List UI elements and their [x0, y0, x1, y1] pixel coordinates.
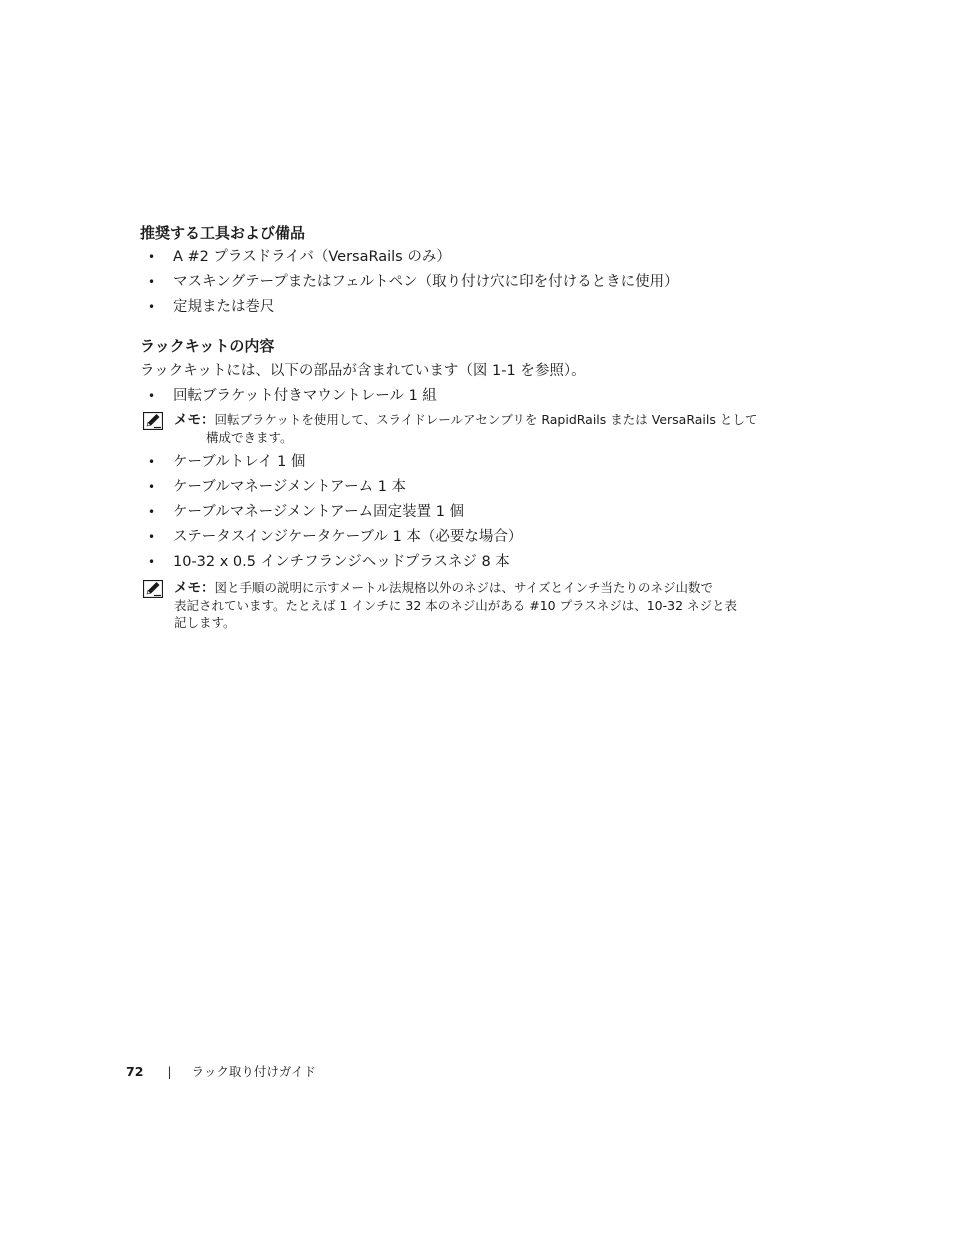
pencil-note-icon: [143, 580, 163, 598]
note-text: [174, 411, 757, 446]
bullet-icon: •: [148, 300, 156, 314]
note-line: 構成できます。: [206, 430, 293, 445]
bullet-icon: •: [148, 480, 156, 494]
page-footer: [126, 1063, 316, 1081]
bullet-icon: •: [148, 455, 156, 469]
kit-intro-paragraph: ラックキットには、以下の部品が含まれています（図 1-1 を参照）。: [140, 363, 586, 379]
list-item-text: 定規または巻尺: [173, 299, 275, 315]
footer-title: ラック取り付けガイド: [191, 1064, 316, 1079]
note-label: メモ：: [174, 580, 215, 596]
bullet-icon: •: [148, 530, 156, 544]
note-line: 記します。: [174, 615, 236, 630]
note-line-text: 回転ブラケットを使用して、スライドレールアセンブリを RapidRails または VersaRails として: [214, 412, 758, 427]
bullet-icon: •: [148, 505, 156, 519]
page-number: 72: [126, 1064, 144, 1079]
footer-separator: |: [167, 1064, 172, 1079]
bullet-icon: •: [148, 389, 156, 403]
pencil-note-icon: [143, 412, 163, 430]
note-line: 表記されています。たとえば 1 インチに 32 本のネジ山がある #10 プラスネジは、10-32 ネジと表: [174, 598, 738, 613]
section-heading-tools: 推奨する工具および備品: [140, 224, 306, 242]
note-label: メモ：: [174, 412, 215, 428]
bullet-icon: •: [148, 275, 156, 289]
list-item-text: ステータスインジケータケーブル 1 本（必要な場合）: [173, 529, 523, 545]
bullet-icon: •: [148, 250, 156, 264]
list-item-text: ケーブルマネージメントアーム固定装置 1 個: [173, 504, 465, 520]
list-item-text: A #2 プラスドライバ（VersaRails のみ）: [173, 249, 451, 265]
note-line: [174, 411, 757, 429]
list-item-text: 回転ブラケット付きマウントレール 1 組: [173, 388, 437, 404]
note-line: [174, 579, 737, 597]
note-text: [174, 579, 737, 631]
note-line-text: 図と手順の説明に示すメートル法規格以外のネジは、サイズとインチ当たりのネジ山数で: [214, 580, 714, 595]
list-item-text: ケーブルマネージメントアーム 1 本: [173, 479, 407, 495]
list-item-text: 10-32 x 0.5 インチフランジヘッドプラスネジ 8 本: [173, 554, 510, 570]
section-heading-kit: ラックキットの内容: [140, 337, 275, 355]
list-item-text: ケーブルトレイ 1 個: [173, 454, 306, 470]
list-item-text: マスキングテープまたはフェルトペン（取り付け穴に印を付けるときに使用）: [173, 274, 679, 290]
bullet-icon: •: [148, 555, 156, 569]
